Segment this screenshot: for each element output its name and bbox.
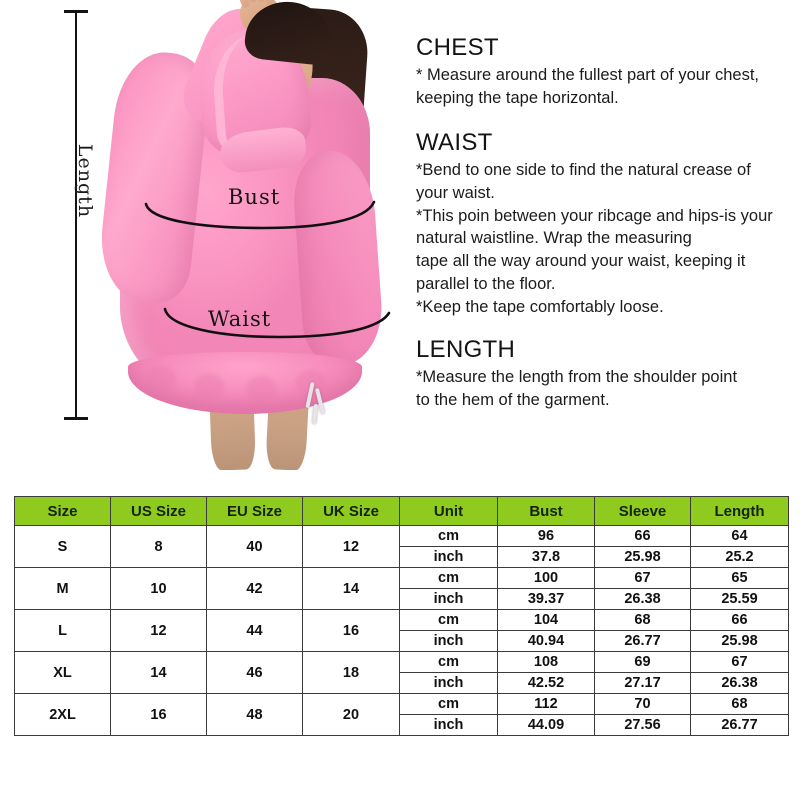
hem-gather bbox=[194, 374, 224, 400]
table-row bbox=[15, 526, 789, 547]
col-header-uk: UK Size bbox=[303, 497, 400, 526]
waist-body bbox=[416, 159, 792, 318]
length-instructions bbox=[416, 336, 792, 412]
cell-length: 64 bbox=[691, 526, 789, 547]
cell-size: 2XL bbox=[15, 694, 111, 736]
length-line: *Measure the length from the shoulder point bbox=[416, 367, 738, 386]
cell-unit: inch bbox=[400, 589, 498, 610]
waist-line: *Bend to one side to find the natural crease of bbox=[416, 161, 751, 180]
col-header-eu: EU Size bbox=[207, 497, 303, 526]
waist-line: tape all the way around your waist, keeping it bbox=[416, 252, 746, 271]
cell-bust: 104 bbox=[498, 610, 595, 631]
cell-us: 16 bbox=[111, 694, 207, 736]
hem-gather bbox=[146, 366, 176, 392]
col-header-bust: Bust bbox=[498, 497, 595, 526]
length-measure-ruler bbox=[56, 10, 96, 420]
measurement-instructions bbox=[416, 34, 792, 416]
waist-label: Waist bbox=[208, 307, 272, 331]
cell-uk: 18 bbox=[303, 652, 400, 694]
waist-line: natural waistline. Wrap the measuring bbox=[416, 229, 692, 248]
waist-line: your waist. bbox=[416, 183, 495, 202]
spacer bbox=[416, 115, 792, 129]
cell-bust: 112 bbox=[498, 694, 595, 715]
cell-sleeve: 27.56 bbox=[595, 715, 691, 736]
cell-length: 68 bbox=[691, 694, 789, 715]
cell-bust: 108 bbox=[498, 652, 595, 673]
cell-length: 66 bbox=[691, 610, 789, 631]
hem-gather bbox=[246, 376, 276, 402]
bust-label: Bust bbox=[228, 185, 281, 209]
col-header-length: Length bbox=[691, 497, 789, 526]
size-chart-table bbox=[14, 496, 789, 736]
cell-unit: cm bbox=[400, 610, 498, 631]
table-row bbox=[15, 568, 789, 589]
cell-sleeve: 26.38 bbox=[595, 589, 691, 610]
cell-unit: inch bbox=[400, 631, 498, 652]
cell-length: 25.98 bbox=[691, 631, 789, 652]
cell-unit: cm bbox=[400, 526, 498, 547]
cell-bust: 40.94 bbox=[498, 631, 595, 652]
cell-uk: 20 bbox=[303, 694, 400, 736]
cell-size: M bbox=[15, 568, 111, 610]
chest-line: * Measure around the fullest part of your chest, bbox=[416, 66, 760, 85]
col-header-size: Size bbox=[15, 497, 111, 526]
cell-bust: 37.8 bbox=[498, 547, 595, 568]
cell-sleeve: 27.17 bbox=[595, 673, 691, 694]
cell-unit: cm bbox=[400, 652, 498, 673]
length-line: to the hem of the garment. bbox=[416, 390, 610, 409]
cell-eu: 40 bbox=[207, 526, 303, 568]
cell-eu: 46 bbox=[207, 652, 303, 694]
waist-line: *Keep the tape comfortably loose. bbox=[416, 297, 664, 316]
cell-size: L bbox=[15, 610, 111, 652]
cell-us: 10 bbox=[111, 568, 207, 610]
waist-line: *This poin between your ribcage and hips-is your bbox=[416, 206, 773, 225]
cell-bust: 44.09 bbox=[498, 715, 595, 736]
cell-size: XL bbox=[15, 652, 111, 694]
cell-uk: 12 bbox=[303, 526, 400, 568]
cell-unit: cm bbox=[400, 568, 498, 589]
cell-us: 12 bbox=[111, 610, 207, 652]
model-finger bbox=[236, 0, 251, 9]
waist-heading: WAIST bbox=[416, 128, 493, 156]
cell-length: 26.38 bbox=[691, 673, 789, 694]
spacer bbox=[416, 324, 792, 336]
table-header-row bbox=[15, 497, 789, 526]
cell-length: 65 bbox=[691, 568, 789, 589]
col-header-us: US Size bbox=[111, 497, 207, 526]
chest-heading: CHEST bbox=[416, 34, 499, 61]
cell-length: 25.2 bbox=[691, 547, 789, 568]
cell-uk: 14 bbox=[303, 568, 400, 610]
cell-length: 25.59 bbox=[691, 589, 789, 610]
cell-bust: 100 bbox=[498, 568, 595, 589]
model-product-photo bbox=[92, 0, 392, 470]
cell-sleeve: 68 bbox=[595, 610, 691, 631]
cell-eu: 48 bbox=[207, 694, 303, 736]
cell-bust: 39.37 bbox=[498, 589, 595, 610]
cell-length: 26.77 bbox=[691, 715, 789, 736]
waist-line: parallel to the floor. bbox=[416, 274, 556, 293]
hoodie-drawstring bbox=[304, 382, 328, 426]
table-body bbox=[15, 526, 789, 736]
cell-sleeve: 26.77 bbox=[595, 631, 691, 652]
cell-sleeve: 25.98 bbox=[595, 547, 691, 568]
ruler-bottom-cap bbox=[64, 417, 88, 420]
chest-line: keeping the tape horizontal. bbox=[416, 89, 619, 108]
table-row bbox=[15, 694, 789, 715]
table-row bbox=[15, 652, 789, 673]
length-axis-label: Length bbox=[74, 143, 96, 219]
col-header-unit: Unit bbox=[400, 497, 498, 526]
chest-body bbox=[416, 64, 792, 110]
cell-unit: inch bbox=[400, 547, 498, 568]
size-chart-table-container bbox=[14, 496, 788, 736]
length-heading: LENGTH bbox=[416, 335, 516, 363]
length-body bbox=[416, 366, 792, 412]
cell-sleeve: 70 bbox=[595, 694, 691, 715]
cell-sleeve: 69 bbox=[595, 652, 691, 673]
waist-instructions bbox=[416, 129, 792, 319]
cell-us: 14 bbox=[111, 652, 207, 694]
cell-unit: inch bbox=[400, 715, 498, 736]
cell-sleeve: 67 bbox=[595, 568, 691, 589]
cell-eu: 42 bbox=[207, 568, 303, 610]
waist-tape-line bbox=[163, 305, 393, 343]
cell-length: 67 bbox=[691, 652, 789, 673]
cell-unit: cm bbox=[400, 694, 498, 715]
cell-us: 8 bbox=[111, 526, 207, 568]
cell-sleeve: 66 bbox=[595, 526, 691, 547]
cell-uk: 16 bbox=[303, 610, 400, 652]
chest-instructions bbox=[416, 34, 792, 110]
cell-bust: 42.52 bbox=[498, 673, 595, 694]
col-header-sleeve: Sleeve bbox=[595, 497, 691, 526]
cell-eu: 44 bbox=[207, 610, 303, 652]
cell-unit: inch bbox=[400, 673, 498, 694]
cell-bust: 96 bbox=[498, 526, 595, 547]
table-row bbox=[15, 610, 789, 631]
cell-size: S bbox=[15, 526, 111, 568]
drawstring-cord bbox=[312, 404, 318, 424]
table-header bbox=[15, 497, 789, 526]
